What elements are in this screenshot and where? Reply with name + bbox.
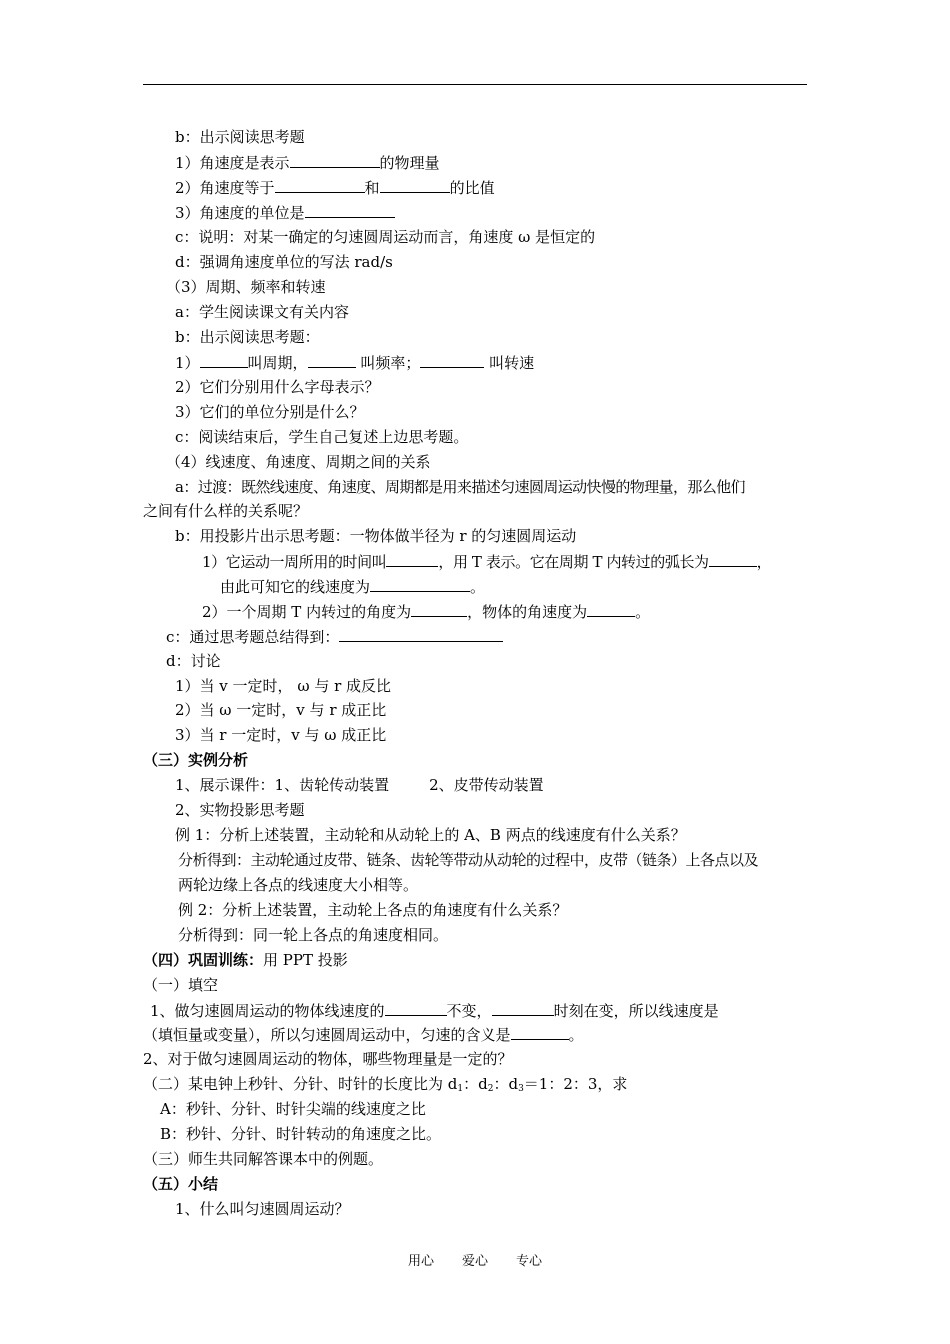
text-line: [175, 227, 595, 247]
line-text: （四）巩固训练：: [143, 951, 264, 969]
line-text: B：秒针、分针、时针转动的角速度之比。: [160, 1125, 442, 1143]
line-text: （填恒量或变量），所以匀速圆周运动中，匀速的含义是: [143, 1026, 511, 1044]
line-text: 分析得到：主动轮通过皮带、链条、齿轮等带动从动轮的过程中，皮带（链条）上各点以及: [178, 851, 759, 869]
text-line: [175, 402, 365, 422]
line-text: 1）: [175, 354, 200, 372]
blank-line: [386, 551, 438, 567]
text-line: [175, 1199, 350, 1219]
text-line: [143, 501, 308, 521]
blank-line: [305, 202, 395, 218]
blank-line: [385, 1000, 447, 1016]
line-text: c：说明：对某一确定的匀速圆周运动而言，角速度 ω 是恒定的: [175, 228, 596, 246]
line-text: 3）角速度的单位是: [175, 204, 305, 222]
line-text: ＝1：2：3，求: [523, 1075, 628, 1093]
text-line: [175, 725, 386, 745]
line-text: 2、实物投影思考题: [175, 801, 305, 819]
line-text: （三）师生共同解答课本中的例题。: [143, 1150, 384, 1168]
text-line: [150, 1000, 719, 1021]
line-text: 。: [635, 603, 651, 621]
text-line: [160, 1124, 441, 1144]
text-line: [143, 1149, 383, 1169]
line-text: 2）一个周期 T 内转过的角度为: [202, 603, 412, 621]
line-text: 1、展示课件：1、齿轮传动装置: [175, 776, 390, 794]
line-text: 2、对于做匀速圆周运动的物体，哪些物理量是一定的？: [143, 1050, 513, 1068]
text-line: [175, 800, 305, 820]
line-text: （4）线速度、角速度、周期之间的关系: [166, 453, 431, 471]
line-text: 之间有什么样的关系呢？: [143, 502, 309, 520]
line-text: 的比值: [449, 179, 495, 197]
line-text: 叫频率；: [355, 354, 421, 372]
blank-line: [492, 1000, 554, 1016]
text-line: [143, 975, 218, 995]
header-rule: [143, 84, 807, 85]
blank-line: [339, 626, 503, 642]
text-line: [202, 551, 771, 572]
subscript: 3: [518, 1084, 524, 1094]
line-text: 2）当 ω 一定时，v 与 r 成正比: [175, 701, 387, 719]
footer-text: 爱心: [461, 1254, 488, 1269]
line-text: 分析得到：同一轮上各点的角速度相同。: [178, 926, 449, 944]
line-text: a：学生阅读课文有关内容: [175, 303, 349, 321]
line-text: （二）某电钟上秒针、分针、时针的长度比为 d: [143, 1075, 458, 1093]
line-text: ：d: [493, 1075, 519, 1093]
text-line: [178, 850, 758, 870]
line-text: 2、皮带传动装置: [429, 776, 544, 794]
text-line: [175, 477, 745, 497]
page-footer: [0, 1250, 950, 1269]
text-line: [143, 1074, 627, 1099]
text-line: [202, 601, 650, 622]
footer-text: 专心: [516, 1254, 543, 1269]
line-text: 例 1：分析上述装置，主动轮和从动轮上的 A、B 两点的线速度有什么关系？: [175, 826, 686, 844]
line-text: ，: [756, 553, 772, 571]
section-heading: [166, 452, 431, 472]
footer-text: 用心: [407, 1254, 434, 1269]
text-line: [175, 177, 495, 198]
line-text: 两轮边缘上各点的线速度大小相等。: [178, 876, 419, 894]
line-text: c：阅读结束后，学生自己复述上边思考题。: [175, 428, 469, 446]
blank-line: [275, 177, 365, 193]
line-text: 3）当 r 一定时，v 与 ω 成正比: [175, 726, 387, 744]
text-line: [175, 427, 468, 447]
text-line: [178, 925, 448, 945]
text-line: [143, 1024, 584, 1045]
line-text: 。: [568, 1026, 584, 1044]
line-text: 2）它们分别用什么字母表示？: [175, 378, 380, 396]
line-text: b：用投影片出示思考题：一物体做半径为 r 的匀速圆周运动: [175, 527, 577, 545]
line-text: （一）填空: [143, 976, 219, 994]
subscript: 2: [487, 1084, 494, 1094]
text-line: [175, 377, 380, 397]
section-heading: [143, 750, 248, 770]
line-text: d：讨论: [166, 652, 221, 670]
line-text: （3）周期、频率和转速: [166, 278, 326, 296]
line-text: 1）当 v 一定时， ω 与 r 成反比: [175, 677, 392, 695]
text-line: [175, 526, 576, 546]
line-text: 不变，: [446, 1002, 492, 1020]
blank-line: [709, 551, 757, 567]
line-text: ，物体的角速度为: [467, 603, 588, 621]
text-line: [175, 700, 386, 720]
line-text: 。: [470, 578, 486, 596]
line-text: c：通过思考题总结得到：: [166, 628, 340, 646]
line-text: A：秒针、分针、时针尖端的线速度之比: [160, 1100, 426, 1118]
line-text: 的物理量: [379, 154, 440, 172]
section-heading: [143, 1174, 218, 1194]
blank-line: [308, 352, 356, 368]
text-line: [166, 626, 503, 647]
blank-line: [380, 177, 450, 193]
line-text: ，用 T 表示。它在周期 T 内转过的弧长为: [438, 553, 709, 571]
line-text: 叫周期，: [247, 354, 308, 372]
text-line: [175, 676, 391, 696]
text-line: [220, 576, 485, 597]
blank-line: [370, 576, 470, 592]
line-text: （三）实例分析: [143, 751, 249, 769]
text-line: [175, 252, 393, 272]
text-line: [175, 327, 320, 347]
line-text: 时刻在变，所以线速度是: [553, 1002, 719, 1020]
line-text: 3）它们的单位分别是什么？: [175, 403, 365, 421]
line-text: d：强调角速度单位的写法 rad/s: [175, 253, 393, 271]
subscript: 1: [457, 1084, 464, 1094]
blank-line: [411, 601, 467, 617]
blank-line: [290, 152, 380, 168]
line-text: 用 PPT 投影: [263, 951, 348, 969]
line-text: b：出示阅读思考题：: [175, 328, 320, 346]
section-heading: [166, 277, 326, 297]
line-text: 1、什么叫匀速圆周运动？: [175, 1200, 350, 1218]
text-line: [166, 651, 221, 671]
blank-line: [587, 601, 635, 617]
text-line: [175, 152, 440, 173]
line-text: （五）小结: [143, 1175, 219, 1193]
text-line: [178, 875, 418, 895]
line-text: 由此可知它的线速度为: [220, 578, 371, 596]
line-text: ：d: [463, 1075, 488, 1093]
text-line: [175, 202, 395, 223]
section-heading: [143, 950, 348, 970]
line-text: a：过渡：既然线速度、角速度、周期都是用来描述匀速圆周运动快慢的物理量，那么他们: [175, 478, 745, 496]
text-line: [160, 1099, 426, 1119]
blank-line: [200, 352, 248, 368]
blank-line: [511, 1024, 569, 1040]
line-text: 叫转速: [484, 354, 535, 372]
text-line: [175, 825, 686, 845]
line-text: 和: [364, 179, 380, 197]
line-text: b：出示阅读思考题: [175, 128, 305, 146]
line-text: 1、做匀速圆周运动的物体线速度的: [150, 1002, 385, 1020]
line-text: 2）角速度等于: [175, 179, 275, 197]
line-text: 例 2：分析上述装置，主动轮上各点的角速度有什么关系？: [178, 901, 568, 919]
line-text: 1）角速度是表示: [175, 154, 290, 172]
text-line: [175, 302, 349, 322]
text-line: [143, 1049, 513, 1069]
text-line: [175, 352, 534, 373]
line-text: 1）它运动一周所用的时间叫: [202, 553, 387, 571]
blank-line: [420, 352, 484, 368]
text-line: [175, 127, 305, 147]
text-line: [175, 775, 544, 795]
text-line: [178, 900, 567, 920]
